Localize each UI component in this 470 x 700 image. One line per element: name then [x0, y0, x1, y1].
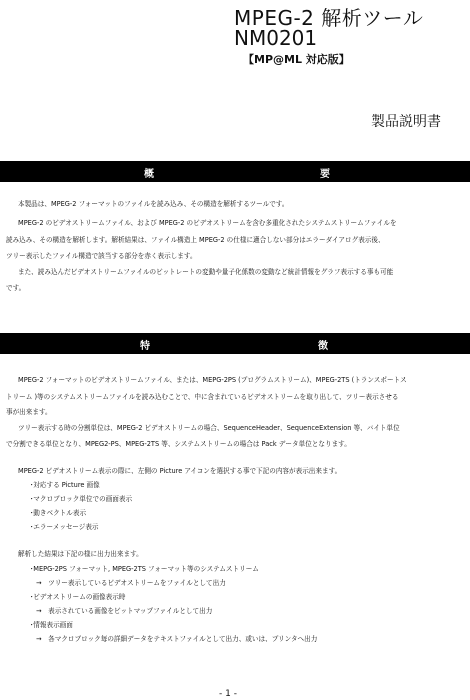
document-type: 製品説明書	[371, 114, 441, 130]
output-intro: 解析した結果は下記の様に出力出来ます。	[18, 550, 143, 558]
overview-line: 本製品は、MPEG-2 フォーマットのファイルを読み込み、その構造を解析するツールです。	[18, 200, 289, 208]
page-number: - 1 -	[219, 689, 237, 699]
overview-line: です。	[6, 284, 26, 292]
output-item: ･MEPG-2PS フォーマット, MPEG-2TS フォーマット等のシステムストリーム	[30, 565, 259, 573]
overview-line: MPEG-2 のビデオストリームファイル、および MPEG-2 のビデオストリームを含む多重化されたシステムストリームファイルを	[18, 219, 397, 227]
overview-line: ツリー表示したファイル構造で該当する部分を赤く表示します。	[6, 252, 197, 260]
edition-label: 【MP@ML 対応版】	[243, 53, 350, 66]
features-line: ツリー表示する時の分割単位は、MPEG-2 ビデオストリームの場合、SequenceHeader、SequenceExtension 等、バイト単位	[18, 424, 400, 432]
features-heading-right: 徴	[318, 341, 328, 352]
features-line: トリーム )等のシステムストリームファイルを読み込むことで、中に含まれているビデオストリームを取り出して、ツリー表示させる	[6, 393, 399, 401]
display-item: ･対応する Picture 画像	[30, 481, 100, 489]
output-detail: → ツリー表示しているビデオストリームをファイルとして出力	[36, 579, 226, 587]
features-heading-bar	[0, 333, 470, 354]
output-item: ･ビデオストリームの画像表示時	[30, 593, 126, 601]
display-intro: MPEG-2 ビデオストリーム表示の際に、左側の Picture アイコンを選択する事で下記の内容が表示出来ます。	[18, 467, 342, 475]
output-item: ･情報表示画面	[30, 621, 73, 629]
features-line: で分割できる単位となり、MPEG2-PS、MPEG-2TS 等、システムストリームの場合は Pack データ単位となります。	[6, 440, 351, 448]
overview-heading-right: 要	[320, 169, 330, 180]
display-item: ･マクロブロック単位での画面表示	[30, 495, 133, 503]
overview-heading-bar	[0, 161, 470, 182]
display-item: ･動きベクトル表示	[30, 509, 87, 517]
features-line: MPEG-2 フォーマットのビデオストリームファイル、または、MEPG-2PS (プログラムストリーム)、MPEG-2TS (トランスポートス	[18, 376, 407, 384]
product-code: NM0201	[234, 26, 318, 50]
features-heading-left: 特	[140, 341, 150, 352]
overview-line: 読み込み、その構造を解析します。解析結果は、ファイル構造上 MPEG-2 の仕様に適合しない部分はエラーダイアログ表示後、	[6, 236, 385, 244]
output-detail: → 各マクロブロック毎の詳細データをテキストファイルとして出力、或いは、プリンタへ出力	[36, 635, 318, 643]
features-line: 事が出来ます。	[6, 408, 52, 416]
overview-line: また、読み込んだビデオストリームファイルのビットレートの変動や量子化係数の変動など統計情報をグラフ表示する事も可能	[18, 268, 394, 276]
overview-heading-left: 概	[144, 169, 154, 180]
doc-title: MPEG-2 解析ツール	[234, 6, 424, 30]
display-item: ･エラーメッセージ表示	[30, 523, 99, 531]
output-detail: → 表示されている画像をビットマップファイルとして出力	[36, 607, 213, 615]
